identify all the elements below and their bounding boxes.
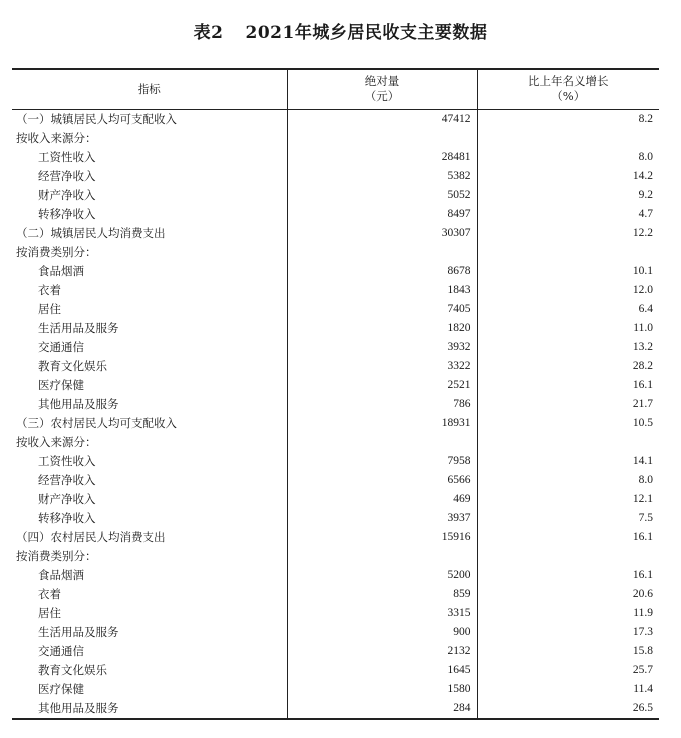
row-growth-rate: 12.2 (477, 224, 659, 243)
header-growth-label: 比上年名义增长 (528, 74, 609, 89)
header-growth (477, 69, 659, 109)
row-indicator: 食品烟酒 (38, 567, 84, 582)
row-indicator: 医疗保健 (38, 681, 84, 696)
row-indicator: 经营净收入 (38, 168, 96, 183)
row-growth-rate: 14.2 (477, 167, 659, 186)
row-indicator: 交通通信 (38, 643, 84, 658)
row-growth-rate: 9.2 (477, 186, 659, 205)
row-growth-rate: 8.0 (477, 471, 659, 490)
table-row (12, 661, 659, 680)
row-absolute-value: 3937 (287, 509, 477, 528)
row-absolute-value: 1843 (287, 281, 477, 300)
row-indicator: （四）农村居民人均消费支出 (16, 529, 166, 544)
row-absolute-value (287, 243, 477, 262)
table-row (12, 319, 659, 338)
header-row (12, 69, 659, 109)
row-absolute-value: 5382 (287, 167, 477, 186)
header-indicator: 指标 (12, 69, 287, 109)
row-indicator: 交通通信 (38, 339, 84, 354)
table-row (12, 300, 659, 319)
row-indicator: 教育文化娱乐 (38, 358, 107, 373)
row-indicator: 生活用品及服务 (38, 320, 119, 335)
table-row (12, 471, 659, 490)
row-growth-rate: 26.5 (477, 699, 659, 719)
row-growth-rate: 11.0 (477, 319, 659, 338)
row-absolute-value: 900 (287, 623, 477, 642)
table-row (12, 547, 659, 566)
table-row (12, 281, 659, 300)
row-absolute-value: 47412 (287, 109, 477, 129)
row-indicator: 经营净收入 (38, 472, 96, 487)
row-indicator: 工资性收入 (38, 149, 96, 164)
row-growth-rate (477, 547, 659, 566)
row-indicator: 其他用品及服务 (38, 396, 119, 411)
table-row (12, 585, 659, 604)
row-indicator: 转移净收入 (38, 206, 96, 221)
row-indicator: 衣着 (38, 586, 61, 601)
table-caption: 2021年城乡居民收支主要数据 (245, 23, 488, 43)
row-indicator: 按收入来源分： (16, 130, 97, 145)
table-row (12, 566, 659, 585)
row-growth-rate: 13.2 (477, 338, 659, 357)
row-absolute-value: 8678 (287, 262, 477, 281)
row-absolute-value (287, 129, 477, 148)
table-row (12, 148, 659, 167)
header-absolute-value (287, 69, 477, 109)
row-growth-rate (477, 243, 659, 262)
row-indicator: 按收入来源分： (16, 434, 97, 449)
table-row (12, 338, 659, 357)
row-absolute-value: 1645 (287, 661, 477, 680)
table-row (12, 224, 659, 243)
row-growth-rate: 15.8 (477, 642, 659, 661)
row-indicator: 工资性收入 (38, 453, 96, 468)
row-indicator: 居住 (38, 605, 61, 620)
row-growth-rate: 7.5 (477, 509, 659, 528)
row-indicator: 食品烟酒 (38, 263, 84, 278)
row-indicator: 按消费类别分： (16, 244, 97, 259)
row-indicator: 财产净收入 (38, 187, 96, 202)
row-growth-rate: 21.7 (477, 395, 659, 414)
row-absolute-value: 2521 (287, 376, 477, 395)
row-absolute-value (287, 547, 477, 566)
row-growth-rate (477, 129, 659, 148)
table-row (12, 623, 659, 642)
row-absolute-value: 18931 (287, 414, 477, 433)
row-indicator: 转移净收入 (38, 510, 96, 525)
row-indicator: （三）农村居民人均可支配收入 (16, 415, 177, 430)
row-absolute-value: 28481 (287, 148, 477, 167)
table-row (12, 642, 659, 661)
row-growth-rate: 16.1 (477, 376, 659, 395)
row-absolute-value: 469 (287, 490, 477, 509)
table-row (12, 604, 659, 623)
row-absolute-value: 7405 (287, 300, 477, 319)
row-absolute-value: 1580 (287, 680, 477, 699)
row-absolute-value: 2132 (287, 642, 477, 661)
row-absolute-value: 6566 (287, 471, 477, 490)
row-growth-rate: 16.1 (477, 528, 659, 547)
table-title (0, 18, 681, 43)
table-row (12, 528, 659, 547)
table-row (12, 509, 659, 528)
table-row (12, 109, 659, 129)
table-row (12, 262, 659, 281)
row-growth-rate (477, 433, 659, 452)
row-growth-rate: 16.1 (477, 566, 659, 585)
row-growth-rate: 8.2 (477, 109, 659, 129)
row-growth-rate: 10.1 (477, 262, 659, 281)
row-indicator: 医疗保健 (38, 377, 84, 392)
row-indicator: 财产净收入 (38, 491, 96, 506)
row-growth-rate: 12.1 (477, 490, 659, 509)
row-growth-rate: 14.1 (477, 452, 659, 471)
row-absolute-value: 8497 (287, 205, 477, 224)
row-indicator: 其他用品及服务 (12, 699, 287, 719)
row-growth-rate: 12.0 (477, 281, 659, 300)
row-absolute-value: 1820 (287, 319, 477, 338)
row-absolute-value: 786 (287, 395, 477, 414)
data-table (12, 68, 659, 720)
table-row (12, 414, 659, 433)
row-indicator: 生活用品及服务 (38, 624, 119, 639)
table-row (12, 357, 659, 376)
row-indicator: （一）城镇居民人均可支配收入 (16, 111, 177, 126)
row-growth-rate: 11.9 (477, 604, 659, 623)
row-growth-rate: 6.4 (477, 300, 659, 319)
table-row (12, 680, 659, 699)
row-absolute-value: 284 (287, 699, 477, 719)
row-growth-rate: 17.3 (477, 623, 659, 642)
row-absolute-value: 30307 (287, 224, 477, 243)
table-row (12, 129, 659, 148)
table-row (12, 167, 659, 186)
table-row (12, 395, 659, 414)
header-growth-unit: （%） (551, 89, 586, 104)
row-absolute-value: 3322 (287, 357, 477, 376)
row-indicator: （二）城镇居民人均消费支出 (16, 225, 166, 240)
row-growth-rate: 25.7 (477, 661, 659, 680)
row-growth-rate: 28.2 (477, 357, 659, 376)
row-indicator: 教育文化娱乐 (38, 662, 107, 677)
table-row (12, 376, 659, 395)
row-indicator: 衣着 (38, 282, 61, 297)
row-absolute-value (287, 433, 477, 452)
row-absolute-value: 859 (287, 585, 477, 604)
row-absolute-value: 5052 (287, 186, 477, 205)
row-growth-rate: 20.6 (477, 585, 659, 604)
table-row (12, 205, 659, 224)
row-absolute-value: 7958 (287, 452, 477, 471)
table-row (12, 243, 659, 262)
table-row (12, 490, 659, 509)
table-number: 表2 (193, 23, 224, 43)
row-growth-rate: 8.0 (477, 148, 659, 167)
header-absolute-unit: （元） (364, 89, 400, 104)
table-row (12, 433, 659, 452)
row-indicator: 居住 (38, 301, 61, 316)
header-absolute-label: 绝对量 (364, 74, 400, 89)
row-growth-rate: 4.7 (477, 205, 659, 224)
row-growth-rate: 10.5 (477, 414, 659, 433)
row-absolute-value: 5200 (287, 566, 477, 585)
row-absolute-value: 3932 (287, 338, 477, 357)
row-growth-rate: 11.4 (477, 680, 659, 699)
table-row (12, 699, 659, 719)
row-absolute-value: 15916 (287, 528, 477, 547)
row-indicator: 按消费类别分： (16, 548, 97, 563)
row-absolute-value: 3315 (287, 604, 477, 623)
table-row (12, 186, 659, 205)
table-row (12, 452, 659, 471)
